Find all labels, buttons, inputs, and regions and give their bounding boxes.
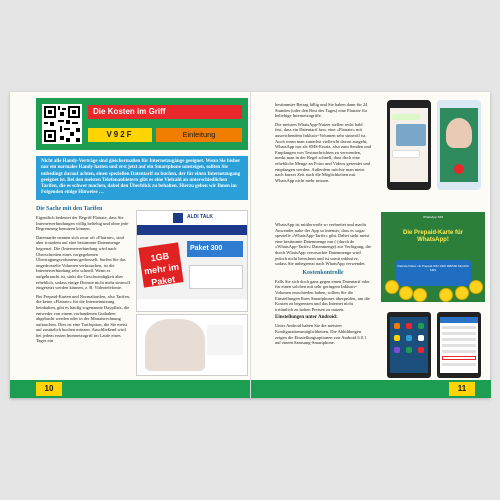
- chapter-section-label: Einleitung: [156, 128, 242, 142]
- woman-photo: [145, 319, 205, 371]
- subheading-kostenkontrolle: Kostenkontrolle: [302, 269, 344, 276]
- subheading-android: Einstellungen unter Android:: [275, 315, 338, 321]
- right-page: [250, 92, 491, 398]
- chapter-header: [36, 98, 248, 150]
- paragraph: Falls Sie sich doch ganz gegen einen Datentarif oder für einen solchen mit sehr geringem Inklusiv-Volumen entschieden haben, sollten Sie die Einstellungen Ihres Smartphones überprüfen, um die Kosten zu begrenzen und das Internet nicht irrtümlich zu hohen Preisen zu nutzen.: [275, 278, 370, 312]
- aldi-brand: ALDI TALK: [187, 214, 214, 220]
- intro-box: Nicht alle Handy-Verträge sind gleichermaßen für Internetzugänge geeignet. Wenn Sie bisher nur ein normales Handy hatten und erst jetzt auf ein Smartphone umsteigen, sollten Sie unbedingt darauf achten, einen speziellen Datentarif zu buchen, der für einen Internetzugang geeignet ist. Bei den meisten Telefonanbietern gibt es eine Vielzahl an unterschiedlichen Tarifen, die es schwer machen, dabei den Überblick zu behalten. Hierzu geben wir Ihnen im Folgenden einige Hinweise …: [36, 156, 248, 200]
- emoji-icon: [399, 286, 413, 300]
- paragraph: Die meisten WhatsApp-Nutzer stellen recht bald fest, dass ein Datentarif bzw. eine »Flatrate« mit ausreichendem Inklusiv-Volumen sehr sinnvoll ist. Auch wenn man zunächst vielleicht davon ausgeht, WhatsApp nur als SMS-Ersatz, also zum Senden und Empfangen von Textnachrichten zu verwenden, merkt man in der Regel schnell, dass doch eine erhebliche Menge an Fotos und Videos gesendet und empfangen werden. Außerdem möchte man meist nach kurzer Zeit auch die Möglichkeiten mit WhatsApp nicht mehr missen.: [275, 121, 371, 183]
- emoji-icon: [469, 280, 483, 294]
- promo-card: Flatrate-Paket mit Prepaid-SIM 1000 MB/500 Min/100 SMS: [395, 260, 471, 286]
- right-text-column-top: [275, 102, 371, 186]
- whatsapp-sim-promo: [381, 212, 485, 302]
- paragraph: Bei Prepaid-Karten und Normaltarifen, also Tarifen, die keine »Flatrate« für die Internetnutzung beinhalten, gibt es häufig sogenannte Daypflats, die entweder von einem vorhandenen Guthaben abgebucht werden oder in der Monatsrechnung auftauchen. Dies ist eine Tarifoption, die Sie meist auf zusätzlich buchen müssen. Anschließend wird bei jedem ersten Internetzugriff im Laufe eines Tages ein: [36, 293, 130, 344]
- emoji-icon: [413, 288, 427, 302]
- emoji-icon: [455, 286, 469, 300]
- paragraph: Datentarife nennen sich zwar oft »Flatrate«, sind aber trotzdem auf eine bestimmte Datenmenge begrenzt. Die (Internetverbindung wird nach Überschreiten eines vorgegebenen Übertragungsvolumens gedrosselt. Surfen Sie das ungedrosselte Volumen verbrauchen, ist die Internetverbindung sehr schnell. Wenn es aufgebraucht ist, sinkt die Geschwindigkeit aber erheblich, sodass einige Dienste nicht mehr sinnvoll eingesetzt werden können, z. B. Videotelefonie.: [36, 234, 130, 291]
- left-text-column: [36, 204, 132, 347]
- emoji-icon: [385, 280, 399, 294]
- magazine-spread: [10, 92, 490, 398]
- promo-small-label: WhatsApp SIM: [422, 215, 443, 219]
- left-footer-bar: [10, 380, 250, 398]
- paragraph: WhatsApp ist mittlerweile so verbreitet und macht Anwender nahe der App so intensiv, dass es sogar spezielle »WhatsApp-Tarife« gibt. Dabei steht meist eine bestimmte Datenmenge nur ( (durch de »WhatsApp-Tarife« Datenmenge) zur Verfügung, die durch WhatsApp verursachte Datenmenge wird jedoch nicht berechnet und ist somit inklusive, sodass Sie unbegrenzt nach WhatsApp verwendet.: [275, 222, 371, 267]
- left-page: [10, 92, 250, 398]
- aldi-price-box: [189, 265, 243, 289]
- advert-photo: [136, 314, 248, 376]
- right-text-column-bottom: [275, 222, 371, 349]
- paragraph: Eigentlich bedeutet der Begriff Flatrate, dass Sie Internetverbindungen völlig beliebig und ohne jede Begrenzung benutzen können.: [36, 215, 129, 232]
- aldi-nav-band: [137, 225, 247, 235]
- page-number-right: 11: [449, 382, 475, 396]
- paragraph: bestimmter Betrag fällig und Sie haben dann für 24 Stunden (oder den Rest des Tages) eine Flatrate für beliebige Internetzugriffe.: [275, 102, 368, 119]
- aldi-paket-label: Paket 300: [187, 241, 243, 257]
- advert-text-block: [207, 325, 243, 355]
- emoji-icon: [439, 288, 453, 302]
- right-footer-bar: [251, 380, 491, 398]
- phone-homescreen-screenshot: [387, 312, 431, 378]
- aldi-talk-screenshot: [136, 210, 248, 312]
- aldi-logo-icon: [173, 213, 183, 223]
- page-number-left: 10: [36, 382, 62, 396]
- aldi-1gb-badge: 1GB mehr im Paket: [138, 242, 183, 287]
- phone-chat-screenshot: [387, 100, 431, 190]
- phone-contact-screenshot: [437, 100, 481, 190]
- chapter-title: Die Kosten im Griff: [88, 105, 242, 119]
- subheading-tarife: Die Sache mit den Tarifen: [36, 206, 103, 212]
- promo-title: Die Prepaid-Karte für WhatsApp!: [402, 230, 463, 243]
- qr-code-icon: [42, 104, 82, 144]
- paragraph: Unter Android haben Sie die meisten Konfigurationsmöglichkeiten. Die Abbildungen zeigen die Einstellungsoptionen von Android 6.0.1 auf einem Samsung-Smartphone.: [275, 323, 367, 346]
- phone-settings-screenshot: [437, 312, 481, 378]
- chapter-code: V92F: [88, 128, 152, 142]
